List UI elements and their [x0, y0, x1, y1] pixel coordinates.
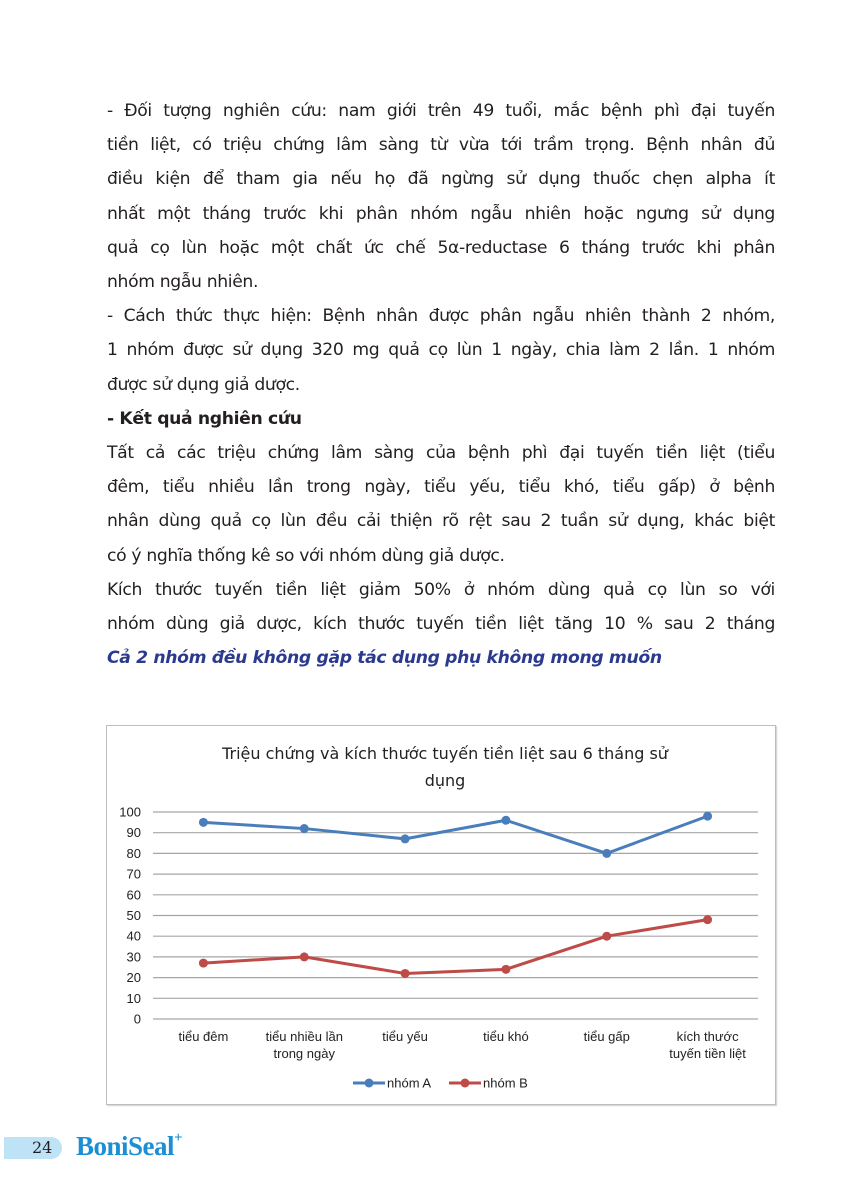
body-line: điều kiện để tham gia nếu họ đã ngừng sử dụng thuốc chẹn alpha ít — [107, 169, 775, 190]
series-line — [203, 816, 707, 853]
body-line: Tất cả các triệu chứng lâm sàng của bệnh phì đại tuyến tiền liệt (tiểu — [107, 443, 775, 464]
legend-label: nhóm A — [387, 1075, 432, 1091]
data-point — [401, 969, 410, 978]
body-line: được sử dụng giả dược. — [107, 374, 300, 395]
legend-item — [353, 1076, 431, 1091]
chart-canvas — [107, 726, 775, 1104]
chart-title — [221, 744, 669, 790]
y-tick-label: 20 — [126, 970, 141, 986]
y-tick-label: 70 — [126, 866, 141, 882]
body-line: quả cọ lùn hoặc một chất ức chế 5α-reductase 6 tháng trước khi phân — [107, 237, 775, 258]
y-tick-label: 30 — [126, 949, 141, 965]
x-tick-label: tuyến tiền liệt — [669, 1046, 746, 1061]
body-line: nhóm dùng giả dược, kích thước tuyến tiền liệt tăng 10 % sau 2 tháng — [107, 614, 775, 635]
highlight-line: Cả 2 nhóm đều không gặp tác dụng phụ không mong muốn — [107, 648, 662, 669]
data-point — [300, 952, 309, 961]
data-point — [199, 818, 208, 827]
data-point — [501, 816, 510, 825]
x-tick-label: tiểu yếu — [382, 1029, 428, 1044]
body-line: tiền liệt, có triệu chứng lâm sàng từ vừa tới trầm trọng. Bệnh nhân đủ — [107, 135, 775, 156]
data-point — [501, 965, 510, 974]
x-tick-label: trong ngày — [273, 1046, 335, 1061]
data-point — [602, 932, 611, 941]
y-tick-label: 60 — [126, 887, 141, 903]
data-point — [602, 849, 611, 858]
data-point — [703, 812, 712, 821]
brand-plus: + — [174, 1130, 183, 1146]
chart-title-line: dụng — [424, 771, 466, 790]
x-tick-label: kích thước — [676, 1029, 739, 1044]
gridlines — [153, 812, 758, 1019]
body-line: đêm, tiểu nhiều lần trong ngày, tiểu yếu, tiểu khó, tiểu gấp) ở bệnh — [107, 477, 775, 498]
x-tick-label: tiểu đêm — [178, 1029, 229, 1044]
y-tick-label: 100 — [119, 804, 141, 820]
series-a — [199, 812, 712, 858]
y-tick-label: 0 — [133, 1011, 141, 1027]
body-line: 1 nhóm được sử dụng 320 mg quả cọ lùn 1 ngày, chia làm 2 lần. 1 nhóm — [107, 340, 775, 361]
body-line: - Đối tượng nghiên cứu: nam giới trên 49 tuổi, mắc bệnh phì đại tuyến — [107, 101, 775, 121]
series-line — [203, 920, 707, 974]
legend-item — [449, 1076, 528, 1091]
x-tick-label: tiểu gấp — [583, 1029, 630, 1044]
data-point — [300, 824, 309, 833]
data-point — [199, 959, 208, 968]
brand-name: BoniSeal — [76, 1131, 175, 1161]
body-line: Kích thước tuyến tiền liệt giảm 50% ở nhóm dùng quả cọ lùn so với — [107, 579, 775, 600]
y-tick-label: 10 — [126, 990, 141, 1006]
section-heading: - Kết quả nghiên cứu — [107, 408, 302, 429]
y-axis-ticks — [119, 805, 141, 1027]
y-tick-label: 90 — [126, 825, 141, 841]
body-line: có ý nghĩa thống kê so với nhóm dùng giả dược. — [107, 545, 505, 566]
chart-title-line: Triệu chứng và kích thước tuyến tiền liệt sau 6 tháng sử — [222, 744, 668, 763]
data-point — [703, 915, 712, 924]
data-point — [401, 834, 410, 843]
body-line: - Cách thức thực hiện: Bệnh nhân được phân ngẫu nhiên thành 2 nhóm, — [107, 306, 775, 327]
legend-marker — [461, 1079, 470, 1088]
body-line: nhất một tháng trước khi phân nhóm ngẫu nhiên hoặc ngưng sử dụng — [107, 203, 775, 224]
x-tick-label: tiểu khó — [483, 1029, 529, 1044]
page-number: 24 — [32, 1138, 53, 1157]
y-tick-label: 50 — [126, 908, 141, 923]
body-line: nhân dùng quả cọ lùn đều cải thiện rõ rệt sau 2 tuần sử dụng, khác biệt — [107, 511, 775, 532]
y-tick-label: 80 — [126, 845, 141, 861]
x-axis-ticks — [178, 1029, 746, 1061]
legend — [353, 1076, 528, 1091]
y-tick-label: 40 — [126, 928, 141, 944]
line-chart — [106, 725, 776, 1105]
legend-label: nhóm B — [483, 1075, 528, 1091]
body-line: nhóm ngẫu nhiên. — [107, 272, 259, 293]
brand-logo — [76, 1131, 182, 1162]
article-body — [107, 94, 775, 675]
legend-marker — [365, 1079, 374, 1088]
x-tick-label: tiểu nhiều lần — [265, 1029, 343, 1044]
series-b — [199, 915, 712, 978]
